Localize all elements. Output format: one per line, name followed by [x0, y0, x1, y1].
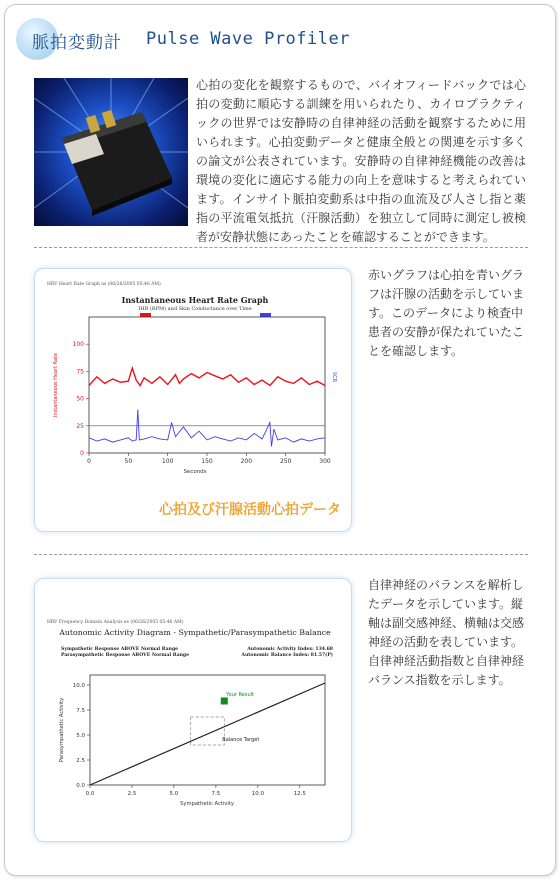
y-axis-label: Instantaneous Heart Rate	[53, 352, 59, 418]
y-tick-label: 10.0	[72, 683, 85, 689]
balance-target-label: Balance Target	[222, 737, 260, 743]
info-right-line: Autonomic Activity Index: 134.68	[247, 647, 333, 652]
x-tick-label: 5.0	[169, 791, 179, 797]
x-tick-label: 300	[319, 458, 331, 465]
page-title-jp: 脈拍変動計	[32, 33, 122, 53]
autonomic-description: 自律神経のバランスを解析したデータを示しています。縦軸は副交感神経、横軸は交感神経の活動を表しています。自律神経活動指数と自律神経バランス指数を示します。	[368, 578, 525, 687]
info-left-line: Sympathetic Response ABOVE Normal Range	[61, 647, 179, 652]
autonomic-chart	[35, 579, 351, 841]
page-header	[16, 18, 536, 58]
y-tick-label: 2.5	[76, 758, 85, 764]
result-label: Your Result	[226, 692, 255, 698]
y-tick-label: 50	[76, 395, 84, 403]
chart-title: Autonomic Activity Diagram - Sympathetic/Parasympathetic Balance	[59, 628, 331, 637]
device-photo	[34, 78, 188, 226]
y-tick-label: 100	[72, 341, 84, 349]
info-right-line: Autonomic Balance Index: 81.57(P)	[241, 653, 333, 658]
y2-axis-label: SCR	[331, 371, 337, 383]
heart-rate-chart	[35, 269, 351, 531]
chart-title: Instantaneous Heart Rate Graph	[121, 295, 269, 305]
x-tick-label: 7.5	[211, 791, 221, 797]
y-tick-label: 7.5	[76, 708, 85, 714]
y-tick-label: 5.0	[76, 733, 85, 739]
x-tick-label: 150	[201, 458, 213, 465]
info-left-line: Parasympathetic Response ABOVE Normal Range	[61, 653, 190, 658]
autonomic-card	[34, 578, 352, 842]
x-tick-label: 0.0	[85, 791, 95, 797]
chart-header: HRV Heart Rate Graph as (06/26/2005 05:46 AM)	[47, 282, 161, 287]
x-tick-label: 10.0	[251, 791, 264, 797]
y-axis-label: Parasympathetic Activity	[59, 697, 65, 763]
result-point	[221, 698, 228, 705]
y-tick-label: 0	[80, 450, 84, 457]
y-tick-label: 75	[76, 368, 84, 376]
x-axis-label: Sympathetic Activity	[180, 801, 234, 807]
chart-subtitle: IHR (BPM) and Skin Conductance over Time	[138, 306, 252, 312]
heart-rate-description: 赤いグラフは心拍を青いグラフは汗腺の活動を示しています。このデータにより検査中患者の安静が保たれていたことを確認します。	[368, 268, 525, 358]
y-tick-label: 0.0	[76, 783, 85, 789]
plot-area	[89, 317, 325, 453]
x-tick-label: 12.5	[293, 791, 306, 797]
x-tick-label: 2.5	[127, 791, 137, 797]
x-tick-label: 250	[279, 458, 292, 465]
x-tick-label: 50	[124, 458, 133, 465]
plot-area	[90, 675, 325, 785]
x-axis-label: Seconds	[183, 469, 207, 475]
y-tick-label: 25	[76, 422, 84, 430]
x-tick-label: 0	[87, 458, 91, 465]
intro-paragraph: 心拍の変化を観察するもので、バイオフィードバックでは心拍の変動に順応する訓練を用いられたり、カイロプラクティックの世界では安静時の自律神経の活動を観察するために用いられます。心拍変動データと健康全般との関連を示す多くの論文が公表されています。安静時の自律神経機能の改善は環境の変化に適応する能力の向上を意味すると考えられています。インサイト脈拍変動系は中指の血流及び人さし指と薬指の平流電気抵抗（汗腺活動）を独立して同時に測定し被検者が安静状態にあったことを確認することができます。	[196, 78, 526, 244]
chart-header: HRV Frequency Domain Analysis as (06/26/2005 05:46 AM)	[47, 620, 184, 625]
heart-rate-card	[34, 268, 352, 532]
page-title-en: Pulse Wave Profiler	[146, 29, 350, 49]
heart-rate-caption: 心拍及び汗腺活動心拍データ	[159, 502, 341, 518]
x-tick-label: 200	[240, 458, 253, 465]
section-divider	[34, 247, 528, 248]
x-tick-label: 100	[161, 458, 174, 465]
section-divider	[34, 554, 528, 555]
